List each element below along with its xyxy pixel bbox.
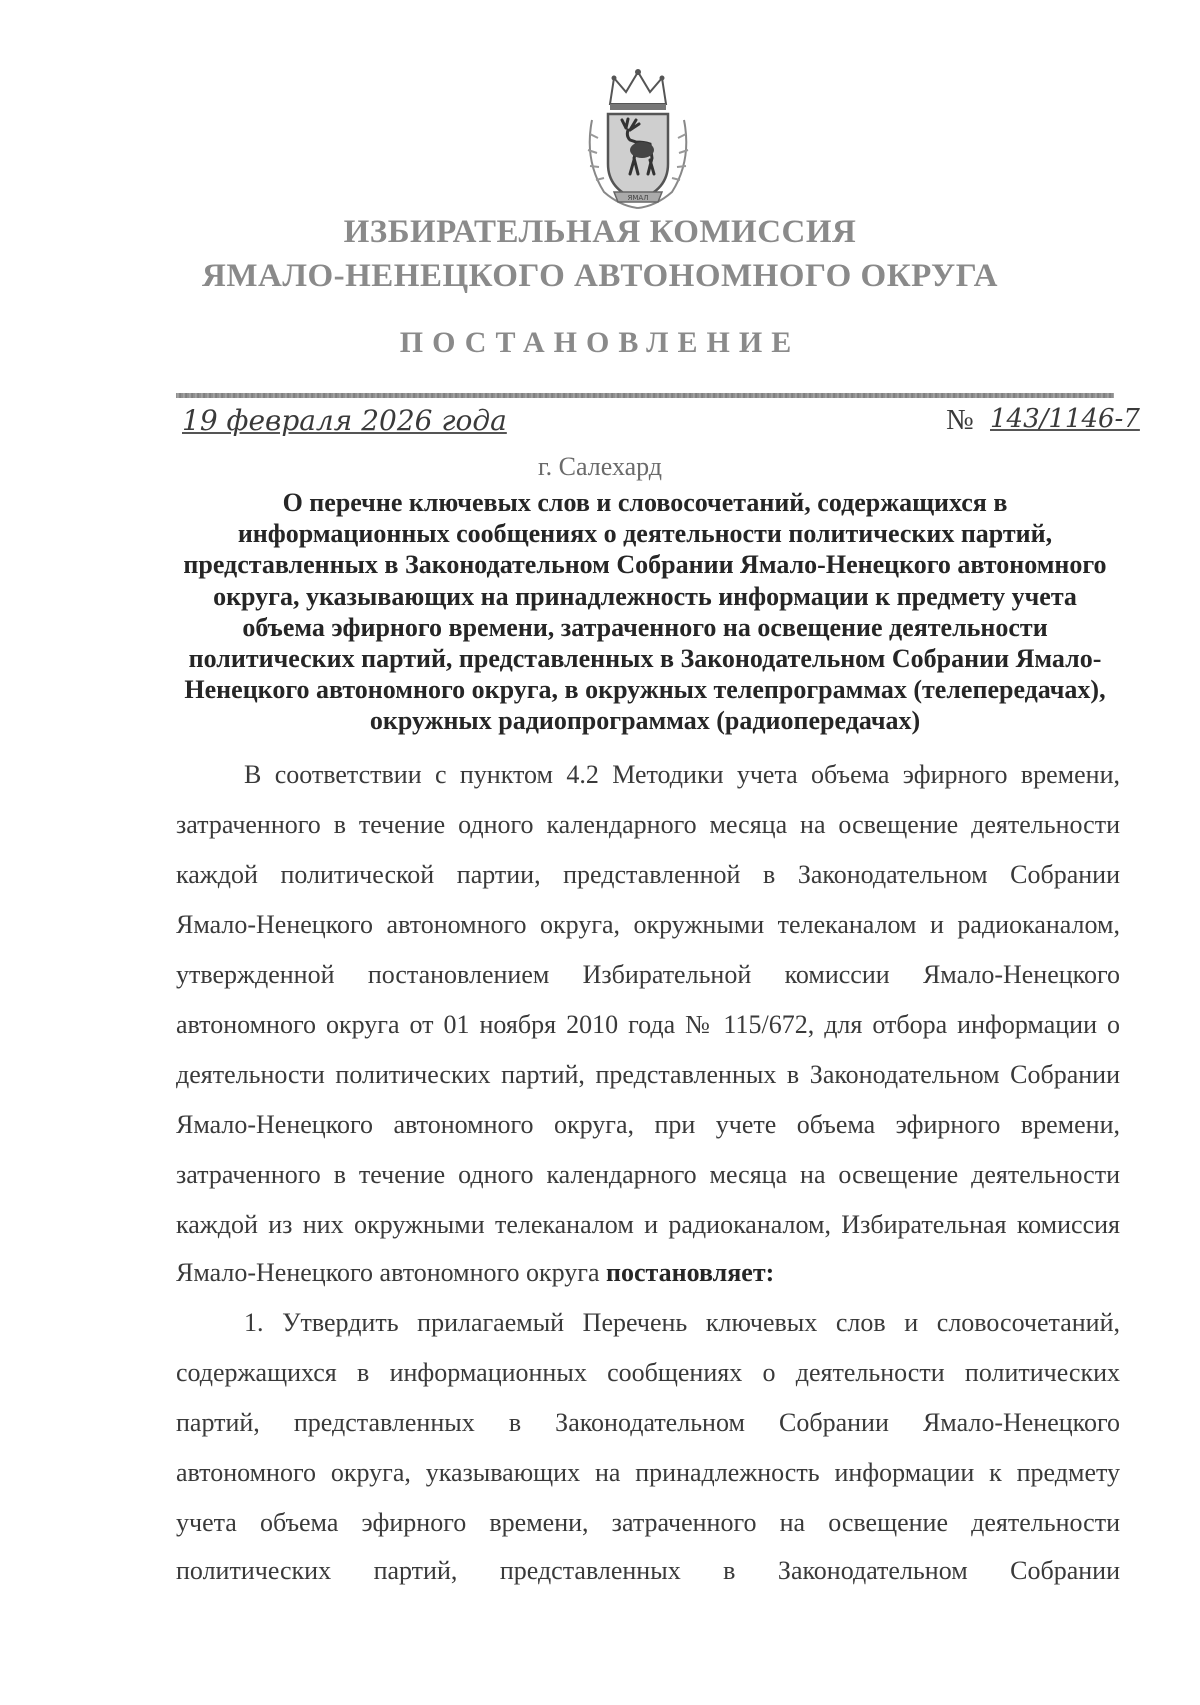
body-line: 1. Утвердить прилагаемый Перечень ключевых слов и словосочетаний, <box>244 1308 1120 1337</box>
body-line: учета объема эфирного времени, затраченного на освещение деятельности <box>176 1508 1120 1537</box>
body-line: утвержденной постановлением Избирательной комиссии Ямало-Ненецкого <box>176 960 1120 989</box>
document-title <box>170 487 1120 737</box>
city: г. Салехард <box>537 452 663 481</box>
body-line: содержащихся в информационных сообщениях о деятельности политических <box>176 1358 1120 1387</box>
emblem-ribbon-text: ЯМАЛ <box>627 194 649 202</box>
title-line: представленных в Законодательном Собрании Ямало-Ненецкого автономного <box>183 550 1107 580</box>
title-line: информационных сообщениях о деятельности политических партий, <box>237 519 1053 549</box>
body-line: В соответствии с пунктом 4.2 Методики учета объема эфирного времени, <box>244 760 1120 789</box>
resolves-keyword: постановляет: <box>606 1258 775 1287</box>
body-line: автономного округа, указывающих на принадлежность информации к предмету <box>176 1458 1120 1487</box>
body-line: каждой из них окружными телеканалом и радиоканалом, Избирательная комиссия <box>176 1210 1120 1239</box>
body-line: затраченного в течение одного календарного месяца на освещение деятельности <box>176 810 1120 839</box>
document-number: 143/1146-7 <box>990 404 1140 434</box>
body-text: Ямало-Ненецкого автономного округа <box>176 1258 607 1287</box>
title-line: политических партий, представленных в Законодательном Собрании Ямало- <box>188 644 1102 674</box>
document-date: 19 февраля 2026 года <box>182 404 507 437</box>
title-line: окружных радиопрограммах (радиопередачах) <box>369 706 921 736</box>
body-line: автономного округа от 01 ноября 2010 года № 115/672, для отбора информации о <box>176 1010 1120 1039</box>
body-line-final <box>176 1258 1120 1288</box>
title-line: Ненецкого автономного округа, в окружных телепрограммах (телепередачах), <box>184 675 1106 705</box>
body-line: партий, представленных в Законодательном Собрании Ямало-Ненецкого <box>176 1408 1120 1437</box>
title-line: О перечне ключевых слов и словосочетаний, содержащихся в <box>282 488 1008 517</box>
title-line: объема эфирного времени, затраченного на освещение деятельности <box>242 612 1048 642</box>
number-label: № <box>946 404 974 436</box>
title-line: округа, указывающих на принадлежность информации к предмету учета <box>213 581 1077 611</box>
body-line: каждой политической партии, представленной в Законодательном Собрании <box>176 860 1120 889</box>
coat-of-arms-icon <box>578 64 698 212</box>
body-line: деятельности политических партий, представленных в Законодательном Собрании <box>176 1060 1120 1089</box>
body-line: политических партий, представленных в Законодательном Собрании <box>176 1556 1120 1585</box>
body-line: Ямало-Ненецкого автономного округа, окружными телеканалом и радиоканалом, <box>176 910 1120 939</box>
body-line: затраченного в течение одного календарного месяца на освещение деятельности <box>176 1160 1120 1189</box>
body-line: Ямало-Ненецкого автономного округа, при учете объема эфирного времени, <box>176 1110 1120 1139</box>
header-divider <box>176 393 1114 398</box>
org-name-line2: ЯМАЛО-НЕНЕЦКОГО АВТОНОМНОГО ОКРУГА <box>202 258 998 294</box>
org-name-line1: ИЗБИРАТЕЛЬНАЯ КОМИССИЯ <box>343 214 857 250</box>
document-type: ПОСТАНОВЛЕНИЕ <box>399 326 801 359</box>
